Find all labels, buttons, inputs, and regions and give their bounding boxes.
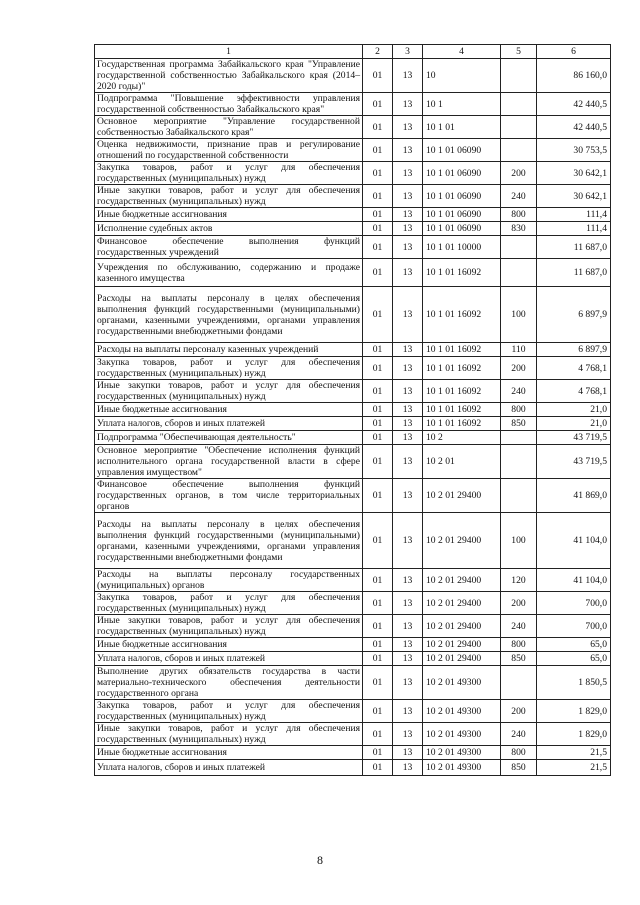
row-section: 01 [363, 259, 393, 287]
row-target-code: 10 2 01 49300 [423, 666, 501, 700]
row-target-code: 10 1 01 16092 [423, 343, 501, 357]
row-amount: 86 160,0 [537, 59, 611, 93]
row-amount: 700,0 [537, 592, 611, 615]
row-target-code: 10 2 01 29400 [423, 513, 501, 569]
row-expense-type: 800 [501, 208, 537, 222]
row-name: Государственная программа Забайкальского края "Управление государственной собственностью Забайкальского края (2014–2020 годы)" [95, 59, 363, 93]
row-name: Расходы на выплаты персоналу в целях обеспечения выполнения функций государственными (муниципальными) органами, казенными учреждениями, органами управления государственными внебюджетными фондами [95, 513, 363, 569]
table-row [95, 357, 611, 380]
row-section: 01 [363, 569, 393, 592]
row-subsection: 13 [393, 162, 423, 185]
row-expense-type [501, 666, 537, 700]
row-amount: 1 829,0 [537, 723, 611, 746]
row-amount: 21,0 [537, 403, 611, 417]
row-section: 01 [363, 93, 393, 116]
table-row [95, 287, 611, 343]
row-name: Иные бюджетные ассигнования [95, 746, 363, 760]
row-subsection: 13 [393, 139, 423, 162]
table-row [95, 208, 611, 222]
row-section: 01 [363, 139, 393, 162]
row-target-code: 10 1 01 16092 [423, 403, 501, 417]
row-amount: 41 869,0 [537, 479, 611, 513]
row-amount: 111,4 [537, 222, 611, 236]
row-name: Иные бюджетные ассигнования [95, 403, 363, 417]
column-header: 3 [393, 45, 423, 59]
row-name: Исполнение судебных актов [95, 222, 363, 236]
row-name: Закупка товаров, работ и услуг для обеспечения государственных (муниципальных) нужд [95, 162, 363, 185]
row-target-code: 10 1 01 [423, 116, 501, 139]
row-subsection: 13 [393, 208, 423, 222]
row-name: Основное мероприятие "Управление государственной собственностью Забайкальского края" [95, 116, 363, 139]
row-subsection: 13 [393, 59, 423, 93]
row-subsection: 13 [393, 287, 423, 343]
row-section: 01 [363, 615, 393, 638]
row-target-code: 10 1 01 16092 [423, 380, 501, 403]
row-subsection: 13 [393, 592, 423, 615]
table-row [95, 417, 611, 431]
row-name: Уплата налогов, сборов и иных платежей [95, 417, 363, 431]
row-section: 01 [363, 208, 393, 222]
row-expense-type [501, 93, 537, 116]
table-row [95, 569, 611, 592]
row-section: 01 [363, 116, 393, 139]
row-subsection: 13 [393, 723, 423, 746]
row-target-code: 10 2 01 29400 [423, 569, 501, 592]
row-expense-type: 850 [501, 760, 537, 776]
row-target-code: 10 1 01 16092 [423, 259, 501, 287]
row-section: 01 [363, 592, 393, 615]
row-expense-type: 850 [501, 652, 537, 666]
row-expense-type: 800 [501, 746, 537, 760]
row-subsection: 13 [393, 403, 423, 417]
row-amount: 65,0 [537, 652, 611, 666]
row-amount: 41 104,0 [537, 513, 611, 569]
row-section: 01 [363, 513, 393, 569]
row-expense-type: 240 [501, 185, 537, 208]
row-target-code: 10 [423, 59, 501, 93]
table-row [95, 700, 611, 723]
row-target-code: 10 2 01 [423, 445, 501, 479]
row-target-code: 10 1 01 16092 [423, 287, 501, 343]
row-target-code: 10 2 01 29400 [423, 638, 501, 652]
row-target-code: 10 2 01 49300 [423, 746, 501, 760]
row-amount: 41 104,0 [537, 569, 611, 592]
row-subsection: 13 [393, 380, 423, 403]
row-subsection: 13 [393, 615, 423, 638]
row-section: 01 [363, 431, 393, 445]
row-expense-type: 110 [501, 343, 537, 357]
row-subsection: 13 [393, 700, 423, 723]
table-row [95, 723, 611, 746]
table-row [95, 139, 611, 162]
row-section: 01 [363, 403, 393, 417]
row-amount: 43 719,5 [537, 431, 611, 445]
row-subsection: 13 [393, 343, 423, 357]
row-target-code: 10 1 01 16092 [423, 357, 501, 380]
table-row [95, 746, 611, 760]
row-amount: 1 850,5 [537, 666, 611, 700]
table-row [95, 445, 611, 479]
row-subsection: 13 [393, 259, 423, 287]
row-name: Иные закупки товаров, работ и услуг для обеспечения государственных (муниципальных) нужд [95, 615, 363, 638]
row-target-code: 10 1 01 06090 [423, 222, 501, 236]
row-amount: 1 829,0 [537, 700, 611, 723]
table-row [95, 479, 611, 513]
row-name: Основное мероприятие "Обеспечение исполнения функций исполнительного органа государственной власти в сфере управления имуществом" [95, 445, 363, 479]
row-name: Иные закупки товаров, работ и услуг для обеспечения государственных (муниципальных) нужд [95, 723, 363, 746]
table-row [95, 652, 611, 666]
table-row [95, 380, 611, 403]
row-section: 01 [363, 59, 393, 93]
row-expense-type: 200 [501, 357, 537, 380]
row-expense-type [501, 139, 537, 162]
table-row [95, 185, 611, 208]
row-amount: 6 897,9 [537, 343, 611, 357]
row-subsection: 13 [393, 185, 423, 208]
row-section: 01 [363, 760, 393, 776]
row-subsection: 13 [393, 569, 423, 592]
row-section: 01 [363, 479, 393, 513]
table-row [95, 592, 611, 615]
row-name: Уплата налогов, сборов и иных платежей [95, 652, 363, 666]
row-target-code: 10 2 [423, 431, 501, 445]
row-target-code: 10 2 01 29400 [423, 592, 501, 615]
row-amount: 30 642,1 [537, 162, 611, 185]
table-row [95, 431, 611, 445]
row-subsection: 13 [393, 746, 423, 760]
row-amount: 4 768,1 [537, 380, 611, 403]
row-section: 01 [363, 222, 393, 236]
row-expense-type [501, 116, 537, 139]
row-subsection: 13 [393, 222, 423, 236]
row-section: 01 [363, 162, 393, 185]
row-expense-type: 830 [501, 222, 537, 236]
row-name: Финансовое обеспечение выполнения функций государственных учреждений [95, 236, 363, 259]
row-section: 01 [363, 343, 393, 357]
row-amount: 11 687,0 [537, 236, 611, 259]
budget-table [94, 44, 611, 776]
row-name: Расходы на выплаты персоналу казенных учреждений [95, 343, 363, 357]
row-amount: 4 768,1 [537, 357, 611, 380]
table-row [95, 116, 611, 139]
row-subsection: 13 [393, 417, 423, 431]
row-target-code: 10 1 01 16092 [423, 417, 501, 431]
row-subsection: 13 [393, 638, 423, 652]
row-name: Учреждения по обслуживанию, содержанию и продаже казенного имущества [95, 259, 363, 287]
row-section: 01 [363, 380, 393, 403]
table-header-row [95, 45, 611, 59]
row-target-code: 10 1 01 06090 [423, 208, 501, 222]
row-expense-type: 240 [501, 615, 537, 638]
row-amount: 43 719,5 [537, 445, 611, 479]
row-target-code: 10 2 01 49300 [423, 760, 501, 776]
row-subsection: 13 [393, 445, 423, 479]
page-number: 8 [317, 853, 323, 867]
budget-table-body [95, 45, 611, 776]
row-name: Подпрограмма "Повышение эффективности управления государственной собственностью Забайкальского края" [95, 93, 363, 116]
row-expense-type [501, 236, 537, 259]
table-row [95, 638, 611, 652]
row-name: Расходы на выплаты персоналу в целях обеспечения выполнения функций государственными (муниципальными) органами, казенными учреждениями, органами управления государственными внебюджетными фондами [95, 287, 363, 343]
table-row [95, 236, 611, 259]
row-expense-type: 240 [501, 723, 537, 746]
row-target-code: 10 1 01 06090 [423, 139, 501, 162]
row-expense-type: 800 [501, 403, 537, 417]
row-expense-type [501, 259, 537, 287]
row-subsection: 13 [393, 760, 423, 776]
row-target-code: 10 2 01 49300 [423, 723, 501, 746]
row-target-code: 10 1 01 10000 [423, 236, 501, 259]
row-amount: 21,0 [537, 417, 611, 431]
column-header: 1 [95, 45, 363, 59]
row-amount: 21,5 [537, 760, 611, 776]
row-expense-type: 100 [501, 287, 537, 343]
row-section: 01 [363, 445, 393, 479]
row-name: Иные закупки товаров, работ и услуг для обеспечения государственных (муниципальных) нужд [95, 185, 363, 208]
table-row [95, 343, 611, 357]
row-subsection: 13 [393, 431, 423, 445]
row-subsection: 13 [393, 666, 423, 700]
row-amount: 30 753,5 [537, 139, 611, 162]
row-amount: 700,0 [537, 615, 611, 638]
row-name: Иные закупки товаров, работ и услуг для обеспечения государственных (муниципальных) нужд [95, 380, 363, 403]
row-section: 01 [363, 652, 393, 666]
row-amount: 11 687,0 [537, 259, 611, 287]
row-subsection: 13 [393, 357, 423, 380]
row-expense-type [501, 479, 537, 513]
table-row [95, 59, 611, 93]
row-expense-type [501, 59, 537, 93]
row-name: Оценка недвижимости, признание прав и регулирование отношений по государственной собственности [95, 139, 363, 162]
row-subsection: 13 [393, 513, 423, 569]
row-name: Выполнение других обязательств государства в части материально-технического обеспечения деятельности государственного органа [95, 666, 363, 700]
row-section: 01 [363, 185, 393, 208]
row-target-code: 10 1 01 06090 [423, 185, 501, 208]
row-name: Закупка товаров, работ и услуг для обеспечения государственных (муниципальных) нужд [95, 357, 363, 380]
row-target-code: 10 1 01 06090 [423, 162, 501, 185]
row-expense-type: 100 [501, 513, 537, 569]
row-expense-type: 200 [501, 700, 537, 723]
row-expense-type: 850 [501, 417, 537, 431]
row-target-code: 10 2 01 49300 [423, 700, 501, 723]
column-header: 2 [363, 45, 393, 59]
row-name: Уплата налогов, сборов и иных платежей [95, 760, 363, 776]
column-header: 6 [537, 45, 611, 59]
row-section: 01 [363, 287, 393, 343]
row-section: 01 [363, 417, 393, 431]
row-amount: 30 642,1 [537, 185, 611, 208]
row-name: Закупка товаров, работ и услуг для обеспечения государственных (муниципальных) нужд [95, 592, 363, 615]
table-row [95, 513, 611, 569]
row-subsection: 13 [393, 479, 423, 513]
row-section: 01 [363, 700, 393, 723]
column-header: 5 [501, 45, 537, 59]
row-expense-type: 800 [501, 638, 537, 652]
row-name: Финансовое обеспечение выполнения функций государственных органов, в том числе территориальных органов [95, 479, 363, 513]
row-section: 01 [363, 357, 393, 380]
row-name: Иные бюджетные ассигнования [95, 638, 363, 652]
table-row [95, 162, 611, 185]
row-name: Закупка товаров, работ и услуг для обеспечения государственных (муниципальных) нужд [95, 700, 363, 723]
row-amount: 21,5 [537, 746, 611, 760]
row-section: 01 [363, 746, 393, 760]
row-expense-type [501, 431, 537, 445]
table-row [95, 760, 611, 776]
column-header: 4 [423, 45, 501, 59]
table-row [95, 615, 611, 638]
row-expense-type: 240 [501, 380, 537, 403]
row-amount: 65,0 [537, 638, 611, 652]
row-amount: 111,4 [537, 208, 611, 222]
row-expense-type: 120 [501, 569, 537, 592]
row-section: 01 [363, 666, 393, 700]
row-target-code: 10 2 01 29400 [423, 615, 501, 638]
row-section: 01 [363, 723, 393, 746]
table-row [95, 259, 611, 287]
row-subsection: 13 [393, 652, 423, 666]
table-row [95, 222, 611, 236]
row-name: Подпрограмма "Обеспечивающая деятельность" [95, 431, 363, 445]
row-section: 01 [363, 236, 393, 259]
table-row [95, 93, 611, 116]
row-subsection: 13 [393, 93, 423, 116]
row-target-code: 10 2 01 29400 [423, 479, 501, 513]
row-expense-type [501, 445, 537, 479]
table-row [95, 403, 611, 417]
row-target-code: 10 2 01 29400 [423, 652, 501, 666]
row-section: 01 [363, 638, 393, 652]
row-amount: 42 440,5 [537, 116, 611, 139]
table-row [95, 666, 611, 700]
row-subsection: 13 [393, 236, 423, 259]
row-name: Расходы на выплаты персоналу государственных (муниципальных) органов [95, 569, 363, 592]
row-expense-type: 200 [501, 592, 537, 615]
row-target-code: 10 1 [423, 93, 501, 116]
row-expense-type: 200 [501, 162, 537, 185]
row-name: Иные бюджетные ассигнования [95, 208, 363, 222]
row-amount: 42 440,5 [537, 93, 611, 116]
row-amount: 6 897,9 [537, 287, 611, 343]
row-subsection: 13 [393, 116, 423, 139]
